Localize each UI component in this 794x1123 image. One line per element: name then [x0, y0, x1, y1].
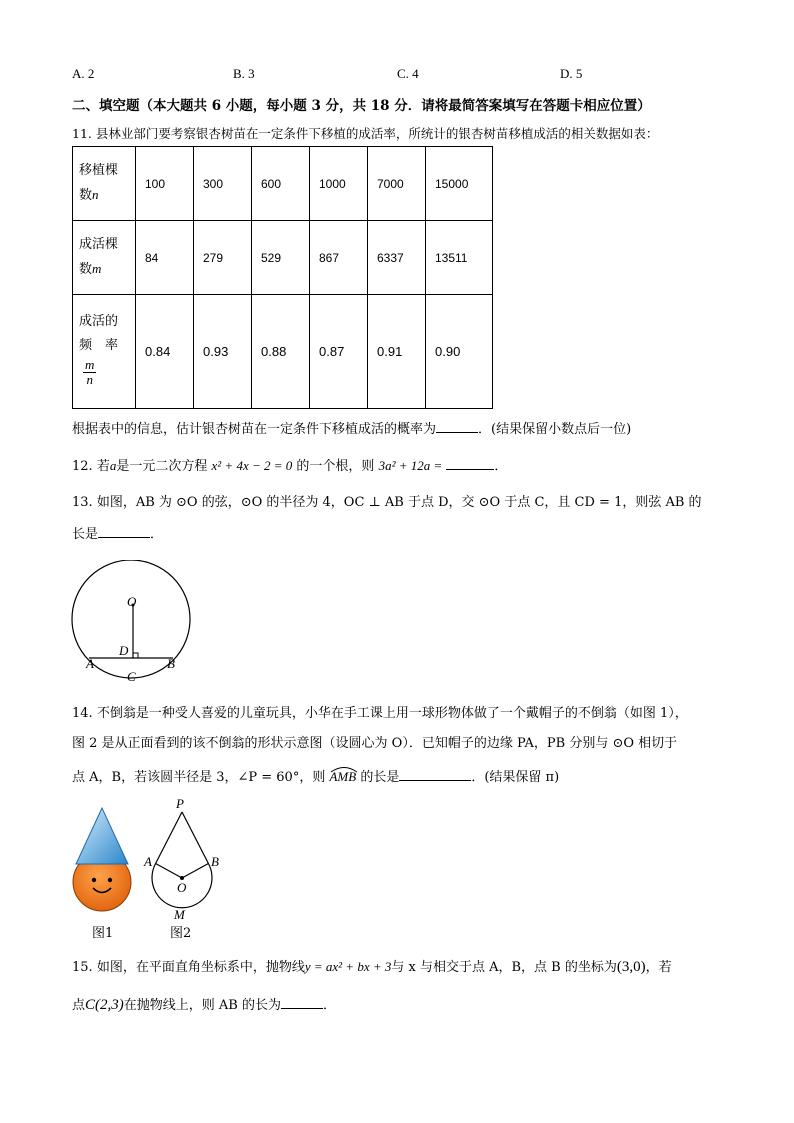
q15-line2 — [72, 994, 336, 1014]
label-c: C — [127, 669, 136, 684]
answer-blank[interactable] — [281, 996, 323, 1009]
table-cell: 600 — [252, 147, 310, 221]
row-label: 数 — [79, 262, 93, 277]
arc-label: AMB — [329, 769, 357, 784]
q12-tail: ． — [494, 459, 508, 474]
q12-text: 的一个根，则 — [296, 459, 375, 474]
q11-text: 县林业部门要考察银杏树苗在一定条件下移植的成活率，所统计的银杏树苗移植成活的相关数据如表： — [95, 126, 659, 141]
frac-m-over-n — [83, 358, 96, 387]
table-row — [73, 221, 493, 295]
label-a: A — [144, 854, 152, 869]
table-cell: 1000 — [310, 147, 368, 221]
label-o: O — [127, 594, 137, 609]
table-cell: 300 — [194, 147, 252, 221]
q14-number: 14. — [72, 706, 93, 721]
row-label: 成活棵 — [79, 237, 119, 252]
q13-text: 如图，AB 为 ⊙O 的弦，⊙O 的半径为 4，OC ⊥ AB 于点 D，交 ⊙O 于点 C，且 CD = 1，则弦 AB 的 — [96, 495, 702, 510]
label-m: M — [174, 907, 185, 922]
label-o: O — [177, 880, 187, 895]
table-cell: 13511 — [426, 221, 493, 295]
arc-amb — [329, 769, 356, 785]
q14-text: 点 A，B，若该圆半径是 3，∠P = 60°，则 — [72, 770, 326, 785]
choice-a: A. 2 — [72, 66, 95, 81]
q15-point-b: (3,0) — [616, 959, 646, 975]
q11-answer-line — [72, 418, 631, 437]
q14-text: 图 2 是从正面看到的该不倒翁的形状示意图（设圆心为 O）．已知帽子的边缘 PA，PB 分别与 ⊙O 相切于 — [72, 736, 678, 751]
q12-text: 若 — [96, 459, 110, 474]
q11-after-text: 根据表中的信息，估计银杏树苗在一定条件下移植成活的概率为 — [72, 422, 437, 437]
q15-point-c: C(2,3) — [85, 997, 124, 1013]
table-cell: 0.87 — [310, 295, 368, 409]
q15-parabola: y = ax² + bx + 3 — [304, 959, 392, 974]
q13-tail: ． — [150, 527, 164, 542]
q15-text: 与 x 与相交于点 A，B，点 B 的坐标为 — [391, 960, 617, 975]
left-eye — [92, 878, 96, 882]
table-cell: 0.90 — [426, 295, 493, 409]
arc-mark — [329, 763, 359, 773]
q11-after-tail: ．(结果保留小数点后一位) — [478, 422, 632, 437]
table-cell: 7000 — [368, 147, 426, 221]
q13-text: 长是 — [72, 527, 99, 542]
q15-tail: ． — [322, 998, 336, 1013]
label-p: P — [176, 796, 184, 811]
table-cell: 84 — [136, 221, 194, 295]
right-eye — [108, 878, 112, 882]
q11-stem — [72, 124, 658, 142]
var-n: n — [92, 187, 99, 202]
answer-blank[interactable] — [436, 420, 478, 433]
table-cell: 0.88 — [252, 295, 310, 409]
tangent-pa — [156, 812, 182, 864]
frac-num: m — [85, 357, 95, 372]
row-header-planted — [73, 147, 136, 221]
section-heading: 二、填空题（本大题共 6 小题，每小题 3 分，共 18 分．请将最简答案填写在答题卡相应位置） — [72, 98, 651, 114]
label-d: D — [119, 643, 129, 658]
table-cell: 0.84 — [136, 295, 194, 409]
answer-blank[interactable] — [446, 457, 494, 470]
q14-text: 不倒翁是一种受人喜爱的儿童玩具，小华在手工课上用一球形物体做了一个戴帽子的不倒翁（如图 1）， — [96, 706, 688, 721]
q13-line1 — [72, 491, 702, 510]
row-label: 数 — [79, 188, 93, 203]
q14-line2 — [72, 732, 677, 751]
label-a: A — [86, 656, 94, 671]
choice-c: C. 4 — [397, 66, 419, 81]
choice-d: D. 5 — [560, 66, 583, 81]
q12-stem — [72, 455, 507, 474]
table-cell: 529 — [252, 221, 310, 295]
q12-equation: x² + 4x − 2 = 0 — [211, 458, 293, 473]
table-cell: 279 — [194, 221, 252, 295]
q14-tail: ．(结果保留 π) — [471, 770, 560, 785]
q15-text: 如图，在平面直角坐标系中，抛物线 — [96, 960, 305, 975]
q14-line1 — [72, 702, 688, 721]
q15-text: ，若 — [645, 960, 672, 975]
row-header-frequency — [73, 295, 136, 409]
table-cell: 0.91 — [368, 295, 426, 409]
label-b: B — [211, 854, 219, 869]
answer-blank[interactable] — [399, 768, 471, 781]
q11-number: 11. — [72, 126, 92, 141]
row-header-survived — [73, 221, 136, 295]
fig1-caption: 图1 — [92, 926, 114, 941]
q12-text: 是一元二次方程 — [116, 459, 208, 474]
table-cell: 0.93 — [194, 295, 252, 409]
var-a: a — [109, 458, 117, 473]
table-cell: 15000 — [426, 147, 493, 221]
q12-number: 12. — [72, 459, 93, 474]
q15-text: 点 — [72, 998, 86, 1013]
q14-line3 — [72, 766, 559, 785]
var-m: m — [92, 261, 102, 276]
q15-line1 — [72, 956, 672, 976]
radius-oa — [156, 864, 182, 879]
row-label: 频 率 — [79, 338, 119, 353]
choice-b: B. 3 — [233, 66, 255, 81]
tangent-pb — [182, 812, 208, 864]
row-label: 成活的 — [79, 314, 119, 329]
table-cell: 867 — [310, 221, 368, 295]
fig2-caption: 图2 — [170, 926, 192, 941]
q11-table — [72, 146, 493, 409]
q12-expression: 3a² + 12a = — [378, 458, 443, 473]
q13-line2 — [72, 523, 163, 542]
frac-den: n — [86, 372, 93, 387]
q13-number: 13. — [72, 495, 93, 510]
table-cell: 100 — [136, 147, 194, 221]
hat — [76, 808, 128, 864]
answer-blank[interactable] — [98, 525, 150, 538]
table-row — [73, 295, 493, 409]
table-row — [73, 147, 493, 221]
q14-figure2 — [140, 794, 230, 922]
right-angle-mark — [133, 653, 138, 658]
q15-number: 15. — [72, 960, 93, 975]
q14-figure1 — [66, 806, 142, 918]
q14-text: 的长是 — [360, 770, 400, 785]
q13-figure — [62, 560, 202, 685]
q15-text: 在抛物线上，则 AB 的长为 — [123, 998, 281, 1013]
row-label: 移植棵 — [79, 163, 119, 178]
table-cell: 6337 — [368, 221, 426, 295]
label-b: B — [167, 656, 175, 671]
radius-ob — [182, 864, 208, 879]
